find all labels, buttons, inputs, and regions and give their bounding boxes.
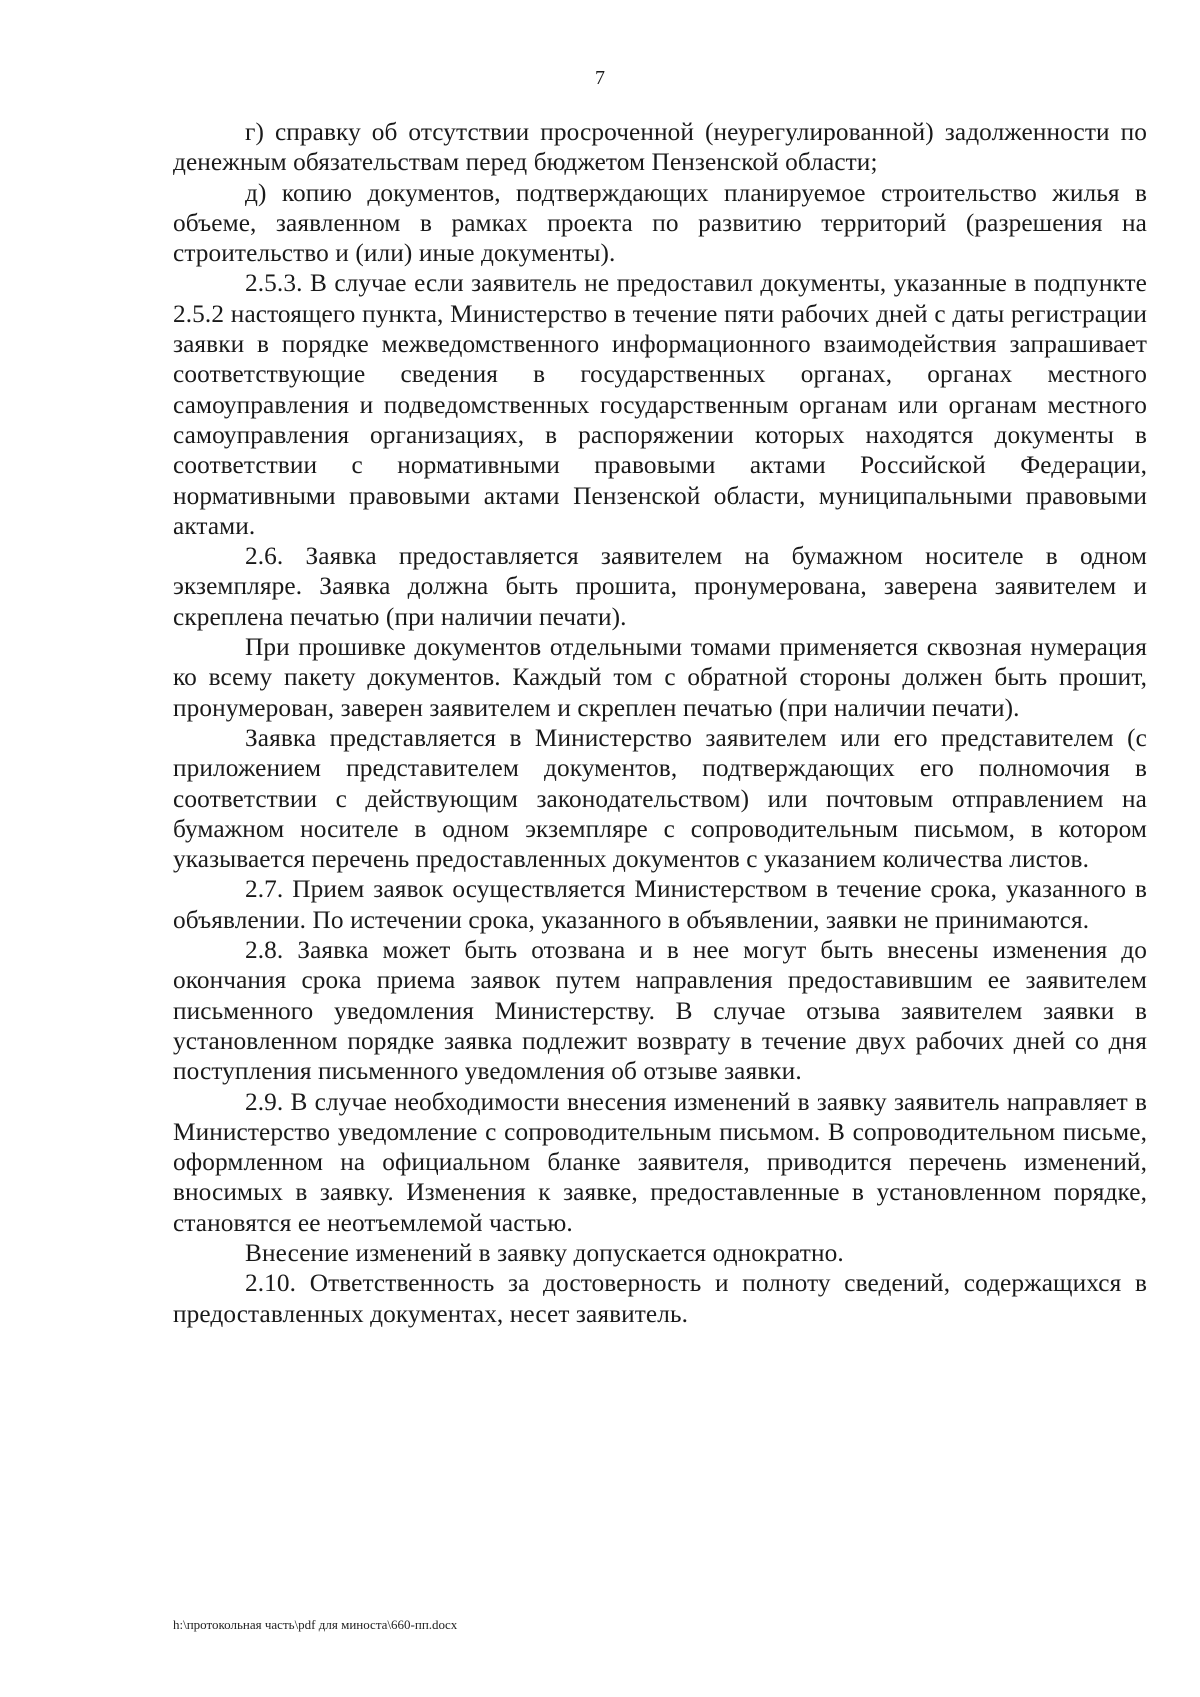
paragraph-item-g: г) справку об отсутствии просроченной (неурегулированной) задолженности по денежным обязательствам перед бюджетом Пензенской области;	[173, 118, 1147, 177]
paragraph-2-8: 2.8. Заявка может быть отозвана и в нее могут быть внесены изменения до окончания срока приема заявок путем направления предоставившим ее заявителем письменного уведомления Министерству. В случае отзыва заявителем заявки в установленном порядке заявка подлежит возврату в течение двух рабочих дней со дня поступления письменного уведомления об отзыве заявки.	[173, 936, 1147, 1086]
paragraph-2-6: 2.6. Заявка предоставляется заявителем на бумажном носителе в одном экземпляре. Заявка должна быть прошита, пронумерована, заверена заявителем и скреплена печатью (при наличии печати).	[173, 542, 1147, 631]
paragraph-2-9: 2.9. В случае необходимости внесения изменений в заявку заявитель направляет в Министерство уведомление с сопроводительным письмом. В сопроводительном письме, оформленном на официальном бланке заявителя, приводится перечень изменений, вносимых в заявку. Изменения к заявке, предоставленные в установленном порядке, становятся ее неотъемлемой частью.	[173, 1087, 1147, 1237]
document-body	[173, 117, 1147, 1329]
paragraph-changes-once: Внесение изменений в заявку допускается однократно.	[245, 1238, 844, 1267]
paragraph-stitching: При прошивке документов отдельными томами применяется сквозная нумерация ко всему пакету документов. Каждый том с обратной стороны должен быть прошит, пронумерован, заверен заявителем и скреплен печатью (при наличии печати).	[173, 633, 1147, 722]
paragraph-2-5-3: 2.5.3. В случае если заявитель не предоставил документы, указанные в подпункте 2.5.2 настоящего пункта, Министерство в течение пяти рабочих дней с даты регистрации заявки в порядке межведомственного информационного взаимодействия запрашивает соответствующие сведения в государственных органах, органах местного самоуправления и подведомственных государственным органам или органам местного самоуправления организациях, в распоряжении которых находятся документы в соответствии с нормативными правовыми актами Российской Федерации, нормативными правовыми актами Пензенской области, муниципальными правовыми актами.	[173, 269, 1147, 540]
paragraph-submission: Заявка представляется в Министерство заявителем или его представителем (с приложением представителем документов, подтверждающих его полномочия в соответствии с действующим законодательством) или почтовым отправлением на бумажном носителе в одном экземпляре с сопроводительным письмом, в котором указывается перечень предоставленных документов с указанием количества листов.	[173, 723, 1147, 874]
paragraph-2-10: 2.10. Ответственность за достоверность и полноту сведений, содержащихся в предоставленных документах, несет заявитель.	[173, 1269, 1147, 1328]
paragraph-item-d: д) копию документов, подтверждающих планируемое строительство жилья в объеме, заявленном в рамках проекта по развитию территорий (разрешения на строительство и (или) иные документы).	[173, 178, 1147, 268]
footer-file-path: h:\протокольная часть\pdf для миноста\660-пп.docx	[173, 1617, 458, 1632]
page-number: 7	[595, 67, 605, 89]
paragraph-2-7: 2.7. Прием заявок осуществляется Министерством в течение срока, указанного в объявлении. По истечении срока, указанного в объявлении, заявки не принимаются.	[173, 875, 1147, 934]
